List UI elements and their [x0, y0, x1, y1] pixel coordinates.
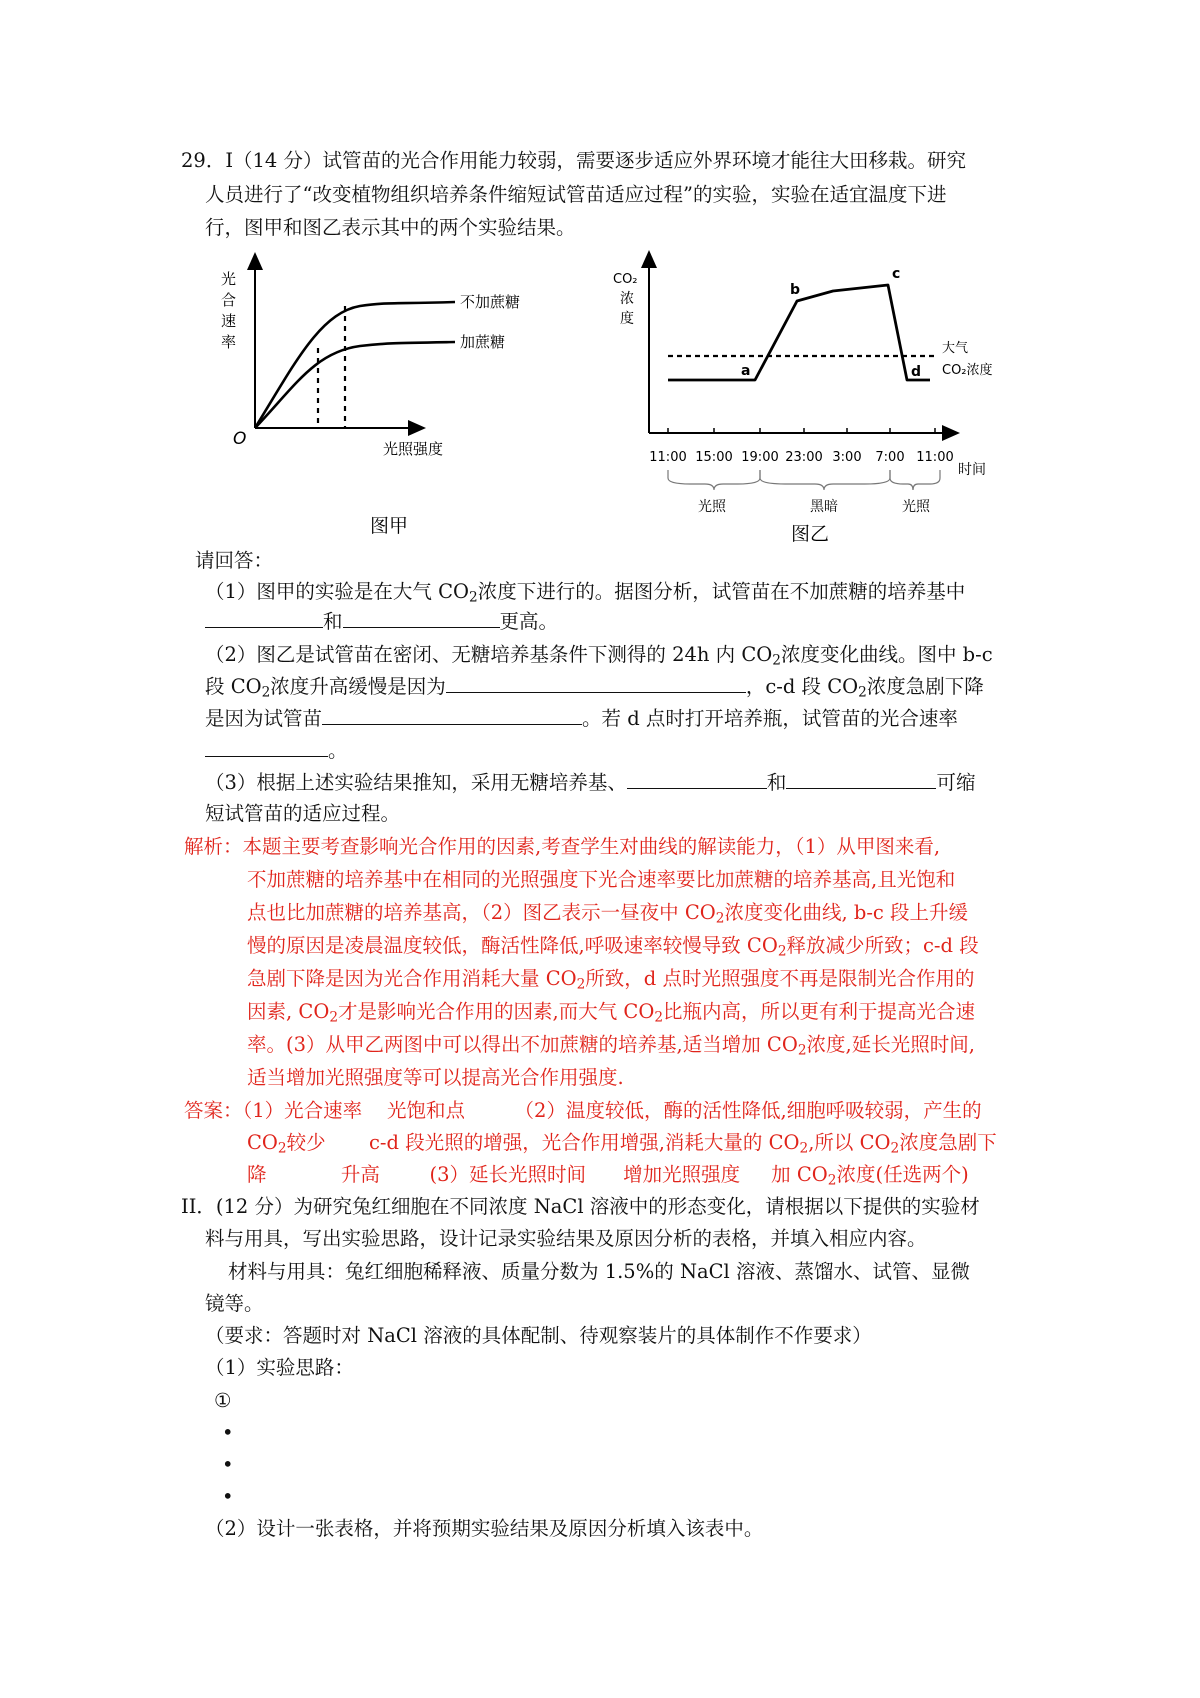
- y-label-co2: CO₂: [613, 272, 638, 287]
- q1-line-1: （1）图甲的实验是在大气 $CO_2$浓度下进行的。据图分析，试管苗在不加蔗糖的培养基中: [205, 580, 966, 606]
- part2-line-1: II．(12 分）为研究兔红细胞在不同浓度 NaCl 溶液中的形态变化，请根据以下提供的实验材: [181, 1195, 980, 1218]
- figure-jia: [215, 248, 535, 548]
- part2-line-4: 镜等。: [205, 1292, 264, 1315]
- y-label-4: 率: [221, 333, 237, 351]
- q1-line-2: 和 更高。: [205, 607, 558, 637]
- label-sucrose: 加蔗糖: [460, 333, 506, 351]
- blank-2[interactable]: [343, 607, 500, 628]
- tick-1100-end: 11:00: [916, 450, 954, 465]
- q29-line-3: 行，图甲和图乙表示其中的两个实验结果。: [205, 216, 576, 239]
- part2-line-5: （要求：答题时对 NaCl 溶液的具体配制、待观察装片的具体制作不作要求）: [205, 1324, 872, 1347]
- curve-no-sucrose: [255, 302, 455, 428]
- y-label-1: 光: [221, 270, 237, 288]
- analysis-line-7: 率。(3）从甲乙两图中可以得出不加蔗糖的培养基,适当增加 $CO_2$浓度,延长光照时间,: [247, 1033, 975, 1059]
- y-label-nong: 浓: [620, 291, 634, 307]
- point-a: a: [741, 363, 751, 379]
- q2-line-1: （2）图乙是试管苗在密闭、无糖培养基条件下测得的 24h 内 $CO_2$浓度变化曲线。图中 b-c: [205, 643, 993, 669]
- caption-yi: 图乙: [790, 523, 830, 545]
- analysis-line-2: 不加蔗糖的培养基中在相同的光照强度下光合速率要比加蔗糖的培养基高,且光饱和: [247, 868, 956, 891]
- blank-1[interactable]: [205, 607, 323, 628]
- q29-line-2: 人员进行了“改变植物组织培养条件缩短试管苗适应过程”的实验，实验在适宜温度下进: [205, 183, 947, 206]
- q2-line-2: 段 $CO_2$浓度升高缓慢是因为 ，c-d 段 $CO_2$浓度急剧下降: [205, 672, 984, 702]
- bullet-2: •: [222, 1453, 234, 1476]
- part2-line-2: 料与用具，写出实验思路，设计记录实验结果及原因分析的表格，并填入相应内容。: [205, 1227, 927, 1250]
- point-b: b: [790, 282, 801, 298]
- answer-line-3: 降 升高 (3）延长光照时间 增加光照强度 加 $CO_2$浓度(任选两个): [247, 1163, 969, 1189]
- period-light-2: 光照: [902, 499, 930, 515]
- brace-light-1: [668, 470, 760, 490]
- blank-5[interactable]: [205, 736, 328, 757]
- tick-700: 7:00: [875, 450, 905, 465]
- answer-line-1: 答案：（1）光合速率 光饱和点 （2）温度较低，酶的活性降低,细胞呼吸较弱，产生的: [184, 1099, 982, 1122]
- tick-1900: 19:00: [741, 450, 779, 465]
- q3-line-2: 短试管苗的适应过程。: [205, 802, 401, 825]
- ref-label-2: CO₂浓度: [942, 363, 993, 378]
- bullet-3: •: [222, 1485, 234, 1508]
- part2-line-7: （2）设计一张表格，并将预期实验结果及原因分析填入该表中。: [205, 1517, 764, 1540]
- q2-line-4: 。: [205, 736, 348, 766]
- ref-label-1: 大气: [942, 341, 969, 356]
- analysis-line-3: 点也比加蔗糖的培养基高，（2）图乙表示一昼夜中 $CO_2$浓度变化曲线, b-c 段上升缓: [247, 901, 969, 927]
- tick-1100: 11:00: [649, 450, 687, 465]
- tick-1500: 15:00: [695, 450, 733, 465]
- analysis-line-6: 因素, $CO_2$才是影响光合作用的因素,而大气 $CO_2$比瓶内高，所以更有利于提高光合速: [247, 1000, 976, 1026]
- period-light-1: 光照: [698, 499, 726, 515]
- tick-300: 3:00: [832, 450, 862, 465]
- caption-jia: 图甲: [370, 515, 409, 537]
- tick-2300: 23:00: [785, 450, 823, 465]
- circled-one: ①: [214, 1389, 232, 1412]
- brace-light-2: [890, 470, 940, 490]
- q3-line-1: （3）根据上述实验结果推知，采用无糖培养基、 和 可缩: [205, 768, 975, 798]
- analysis-line-8: 适当增加光照强度等可以提高光合作用强度.: [247, 1066, 624, 1089]
- analysis-line-1: 解析：本题主要考查影响光合作用的因素,考查学生对曲线的解读能力，（1）从甲图来看,: [184, 835, 941, 858]
- analysis-line-5: 急剧下降是因为光合作用消耗大量 $CO_2$所致，d 点时光照强度不再是限制光合作用的: [247, 967, 975, 993]
- q2-line-3: 是因为试管苗 。若 d 点时打开培养瓶，试管苗的光合速率: [205, 704, 958, 734]
- x-axis-label: 光照强度: [383, 440, 444, 458]
- y-label-du: 度: [620, 311, 634, 327]
- point-c: c: [892, 266, 901, 282]
- y-label-2: 合: [221, 291, 237, 309]
- brace-dark: [760, 470, 890, 490]
- bullet-1: •: [222, 1421, 234, 1444]
- analysis-line-4: 慢的原因是凌晨温度较低，酶活性降低,呼吸速率较慢导致 $CO_2$释放减少所致；c-d 段: [247, 934, 979, 960]
- origin-label: O: [233, 429, 247, 449]
- answer-line-2: $CO_2$较少 c-d 段光照的增强，光合作用增强,消耗大量的 $CO_2$,所以 $CO_2$浓度急剧下: [247, 1131, 997, 1157]
- blank-7[interactable]: [786, 768, 936, 789]
- curve-sucrose: [255, 342, 455, 428]
- q29-line-1: 29．I（14 分）试管苗的光合作用能力较弱，需要逐步适应外界环境才能往大田移栽。研究: [181, 149, 967, 172]
- co2-curve: [668, 285, 930, 380]
- x-axis-label: 时间: [958, 462, 986, 478]
- figure-yi: [600, 248, 1050, 548]
- prompt: 请回答：: [195, 549, 274, 572]
- blank-6[interactable]: [627, 768, 767, 789]
- part2-line-3: 材料与用具：兔红细胞稀释液、质量分数为 1.5%的 NaCl 溶液、蒸馏水、试管、显微: [228, 1260, 970, 1283]
- period-dark: 黑暗: [810, 499, 838, 515]
- part2-line-6: （1）实验思路：: [205, 1356, 354, 1379]
- label-no-sucrose: 不加蔗糖: [460, 293, 521, 311]
- blank-3[interactable]: [446, 672, 746, 693]
- blank-4[interactable]: [322, 704, 582, 725]
- point-d: d: [911, 364, 922, 380]
- y-label-3: 速: [221, 312, 237, 330]
